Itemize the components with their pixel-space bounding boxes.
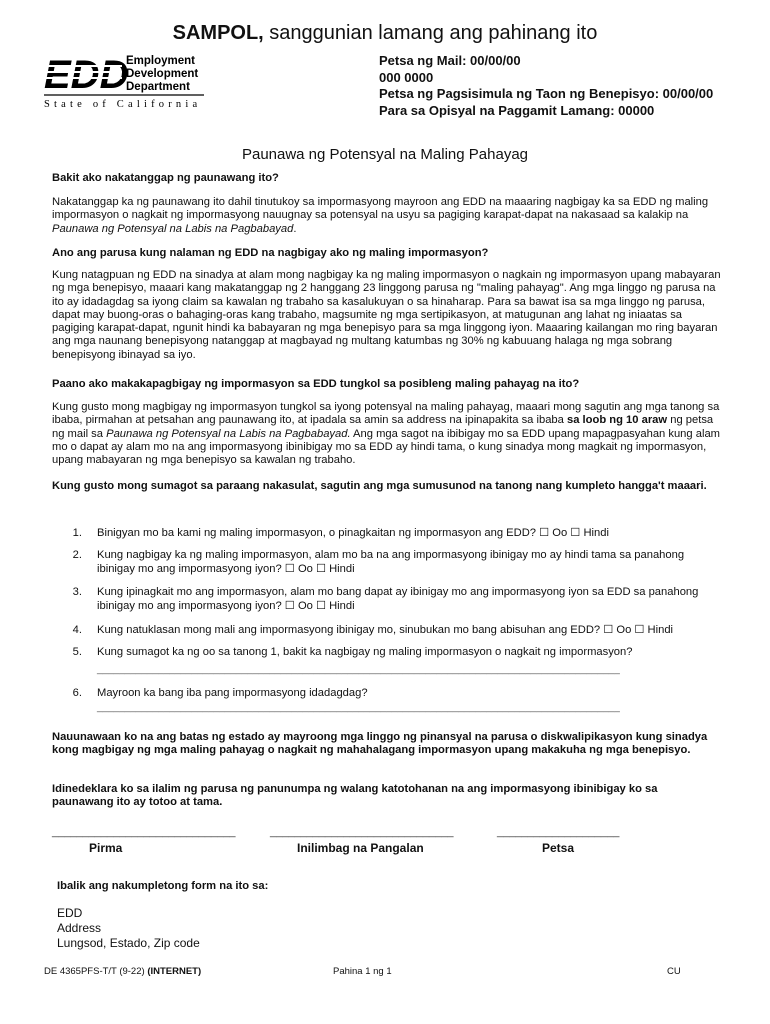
edd-logo-mark — [44, 52, 209, 110]
svg-text:Employment: Employment — [126, 55, 196, 67]
return-label: Ibalik ang nakumpletong form na ito sa: — [57, 880, 269, 892]
address-line-1: EDD — [57, 906, 83, 920]
date-label: Petsa — [542, 841, 575, 855]
address-line-3: Lungsod, Estado, Zip code — [57, 936, 200, 950]
mail-date: Petsa ng Mail: 00/00/00 — [379, 53, 521, 68]
question-heading-1: Bakit ako nakatanggap ng paunawang ito? — [52, 172, 279, 184]
declaration-perjury: Idinedeklara ko sa ilalim ng parusa ng panunumpa ng walang katotohanan na ang impormasyong ibinibigay ko sa paunawang ito ay totoo at tama. — [52, 783, 658, 809]
form-id: DE 4365PFS-T/T (9-22) (INTERNET) — [44, 966, 202, 977]
question-heading-2: Ano ang parusa kung nalaman ng EDD na nagbigay ako ng maling impormasyon? — [52, 247, 489, 259]
page-title: Paunawa ng Potensyal na Maling Pahayag — [241, 146, 529, 163]
benefit-year-date: Petsa ng Pagsisimula ng Taon ng Benepisyo: 00/00/00 — [379, 86, 714, 101]
answer-paragraph-1: Nakatanggap ka ng paunawang ito dahil tinutukoy sa impormasyong mayroon ang EDD na maaaring nagbigay ka sa EDD ng maling impormasyon o nagkait ng impormasyong nauugnay sa potensyal na usyu sa pagiging karapat-dapat na nakasaad sa kalakip na Paunawa ng Potensyal na Labis na Pagbabayad. — [52, 196, 709, 235]
address-line-2: Address — [57, 921, 102, 935]
signature-label: Pirma — [89, 841, 123, 855]
notice-header-info — [379, 53, 713, 119]
answer-line-5[interactable]: ______________________________________________________________________________________________ — [97, 664, 620, 675]
footer-code: CU — [667, 966, 681, 977]
answer-paragraph-3: Kung gusto mong magbigay ng impormasyon tungkol sa iyong potensyal na maling pahayag, maaari mong sagutin ang mga tanong sa ibaba, pirmahan at petsahan ang paunawang ito, at ipadala sa amin sa address na ipinapakita sa ibaba sa loob ng 10 araw ng petsa ng mail sa Paunawa ng Potensyal na Labis na Pagbabayad. Ang mga sagot na ibibigay mo sa EDD upang mapagpasyahan kung alam mo o dapat ay alam mo na ang impormasyong ibinibigay mo sa EDD ay hindi tama, o kung sinadya mong magkait ng impormasyon, upang mabayaran ng mga benepisyo sa kawalan ng trabaho. — [52, 401, 720, 467]
printed-name-line[interactable]: ______________________________ — [270, 826, 454, 838]
edd-logo — [44, 52, 209, 110]
svg-text:State of California: State of California — [44, 99, 202, 110]
answer-line-6[interactable]: ______________________________________________________________________________________________ — [97, 702, 620, 713]
question-heading-3: Paano ako makakapagbigay ng impormasyon sa EDD tungkol sa posibleng maling pahayag na ito? — [52, 378, 580, 390]
date-line[interactable]: ____________________ — [497, 826, 620, 838]
printed-name-label: Inilimbag na Pangalan — [297, 841, 424, 855]
answer-paragraph-2: Kung natagpuan ng EDD na sinadya at alam mong nagbigay ka ng maling impormasyon o nagkain ng impormasyon upang mabayaran ng mga benepisyo, maaari kang makatanggap ng 2 hanggang 23 linggong parusa ng "maling pahayag". Ang mga linggo ng parusa na ito ay idadagdag sa iyong claim sa kawalan ng trabaho sa kasalukuyan o sa hinaharap. Para sa bawat isa sa mga linggo ng parusa, dapat may buong-oras o bahaging-oras kang trabaho, magsumite ng mga sertipikasyon, at matugunan ang lahat ng iniaatas sa pagiging karapat-dapat, ngunit hindi ka babayaran ng mga benepisyo para sa mga linggong iyon. Maaaring kailangan mo ring bayaran ang mga naunang benepisyong natanggap at magbayad ng multang katumbas ng 30% ng kabuuang halaga ng mga sobrang benepisyong ibinayad sa iyo. — [52, 269, 721, 361]
page-number: Pahina 1 ng 1 — [333, 966, 392, 977]
return-address — [57, 906, 200, 951]
office-use: Para sa Opisyal na Paggamit Lamang: 00000 — [379, 102, 655, 118]
declaration-understanding: Nauunawaan ko na ang batas ng estado ay mayroong mga linggo ng pinansyal na parusa o diskwalipikasyon kung sinadya kong magbigay ng mga maling pahayag o nagkait ng mahahalagang impormasyon upang makakuha ng mga benepisyo. — [52, 731, 708, 757]
svg-text:Development: Development — [126, 68, 199, 80]
claim-number: 000 0000 — [379, 69, 434, 85]
svg-text:EDD: EDD — [44, 53, 129, 97]
svg-text:Department: Department — [126, 81, 190, 93]
signature-line[interactable]: ______________________________ — [52, 826, 236, 838]
sample-banner: SAMPOL, sanggunian lamang ang pahinang ito — [172, 22, 598, 44]
instruction: Kung gusto mong sumagot sa paraang nakasulat, sagutin ang mga sumusunod na tanong nang kumpleto hangga't maaari. — [52, 480, 707, 492]
